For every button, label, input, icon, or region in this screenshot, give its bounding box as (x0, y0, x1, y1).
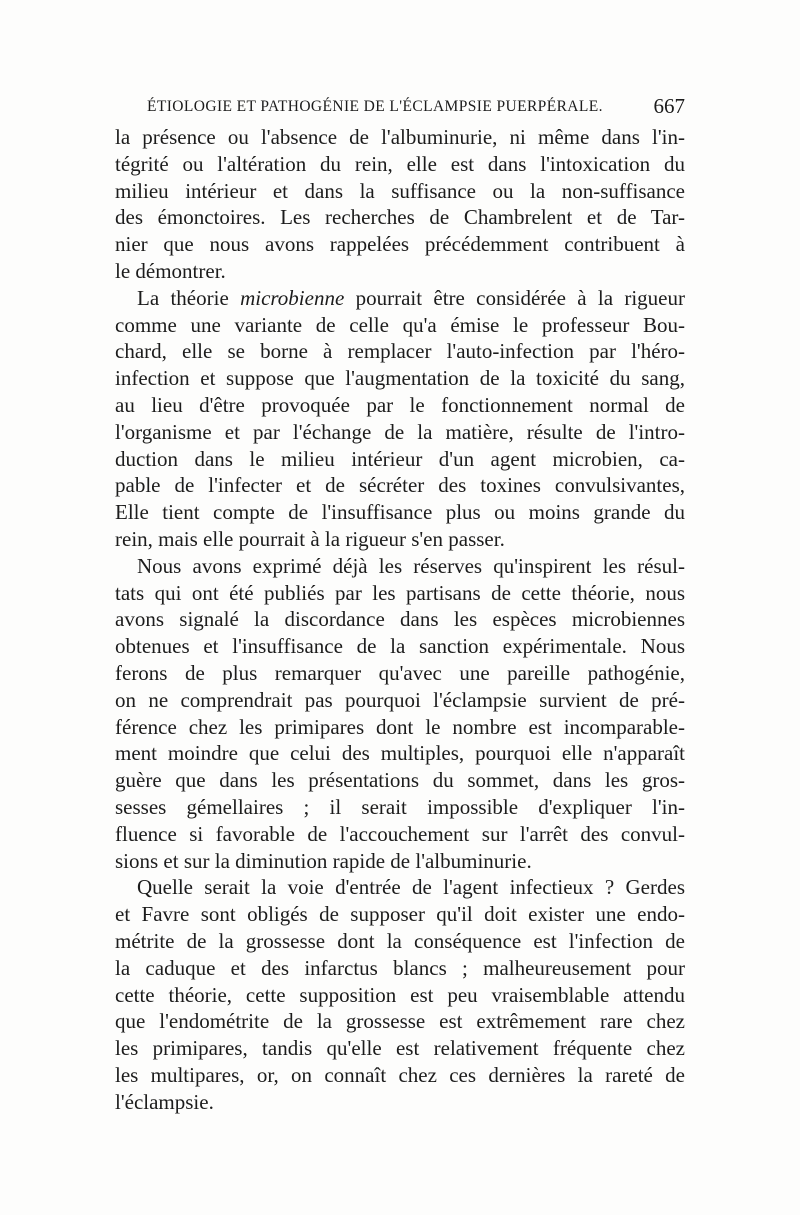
text-line: pable de l'infecter et de sécréter des toxines convulsivantes, (115, 473, 685, 498)
text-line: les multipares, or, on connaît chez ces dernières la rareté de (115, 1062, 685, 1087)
text-line: métrite de la grossesse dont la conséquence est l'infection de (115, 928, 685, 953)
text-line: on ne comprendrait pas pourquoi l'éclampsie survient de pré- (115, 687, 685, 712)
text-line: des émonctoires. Les recherches de Chambrelent et de Tar- (115, 205, 685, 230)
text-line: tats qui ont été publiés par les partisans de cette théorie, nous (115, 580, 685, 605)
text-line: ment moindre que celui des multiples, pourquoi elle n'apparaît (115, 741, 685, 766)
text-line: et Favre sont obligés de supposer qu'il doit exister une endo- (115, 902, 685, 927)
text-line: obtenues et l'insuffisance de la sanction expérimentale. Nous (115, 634, 685, 659)
text-line: fluence si favorable de l'accouchement sur l'arrêt des convul- (115, 821, 685, 846)
italic-term: microbienne (240, 285, 345, 310)
text-line: Nous avons exprimé déjà les réserves qu'inspirent les résul- (137, 553, 685, 578)
text-line: nier que nous avons rappelées précédemment contribuent à (115, 232, 685, 257)
text-line: férence chez les primipares dont le nombre est incomparable- (115, 714, 685, 739)
paragraph-4 (115, 874, 685, 1115)
text-line: avons signalé la discordance dans les espèces microbiennes (115, 607, 685, 632)
text-line: Quelle serait la voie d'entrée de l'agent infectieux ? Gerdes (137, 875, 685, 900)
text-line: les primipares, tandis qu'elle est relativement fréquente chez (115, 1036, 685, 1061)
body-text (115, 124, 685, 1115)
text-fragment: La théorie (137, 285, 241, 310)
text-line: sesses gémellaires ; il serait impossible d'expliquer l'in- (115, 794, 685, 819)
text-line: la présence ou l'absence de l'albuminurie, ni même dans l'in- (115, 125, 685, 149)
page-number: 667 (653, 94, 685, 118)
text-line: la caduque et des infarctus blancs ; malheureusement pour (115, 955, 685, 980)
text-line: infection et suppose que l'augmentation de la toxicité du sang, (115, 366, 685, 391)
paragraph-2 (115, 285, 685, 553)
text-fragment: pourrait être considérée à la rigueur (344, 285, 685, 310)
text-line: milieu intérieur et dans la suffisance ou la non-suffisance (115, 178, 685, 203)
text-line: rein, mais elle pourrait à la rigueur s'en passer. (115, 526, 505, 551)
text-line: que l'endométrite de la grossesse est extrêmement rare chez (115, 1009, 685, 1034)
text-line (115, 285, 685, 312)
text-line: le démontrer. (115, 258, 226, 283)
text-line: ferons de plus remarquer qu'avec une pareille pathogénie, (115, 660, 685, 685)
text-line: tégrité ou l'altération du rein, elle est dans l'intoxication du (115, 151, 685, 176)
page-header (115, 96, 685, 124)
text-line: l'éclampsie. (115, 1089, 214, 1114)
text-line: comme une variante de celle qu'a émise le professeur Bou- (115, 312, 685, 337)
paragraph-1 (115, 124, 685, 285)
text-line: Elle tient compte de l'insuffisance plus ou moins grande du (115, 500, 685, 525)
text-line: guère que dans les présentations du sommet, dans les gros- (115, 768, 685, 793)
text-line: cette théorie, cette supposition est peu vraisemblable attendu (115, 982, 685, 1007)
text-line: l'organisme et par l'échange de la matière, résulte de l'intro- (115, 419, 685, 444)
text-line: au lieu d'être provoquée par le fonctionnement normal de (115, 392, 685, 417)
text-line: duction dans le milieu intérieur d'un agent microbien, ca- (115, 446, 685, 471)
text-line: chard, elle se borne à remplacer l'auto-infection par l'héro- (115, 339, 685, 364)
paragraph-3 (115, 553, 685, 875)
text-line: sions et sur la diminution rapide de l'albuminurie. (115, 848, 532, 873)
running-title: ÉTIOLOGIE ET PATHOGÉNIE DE L'ÉCLAMPSIE PUERPÉRALE. (147, 98, 603, 115)
